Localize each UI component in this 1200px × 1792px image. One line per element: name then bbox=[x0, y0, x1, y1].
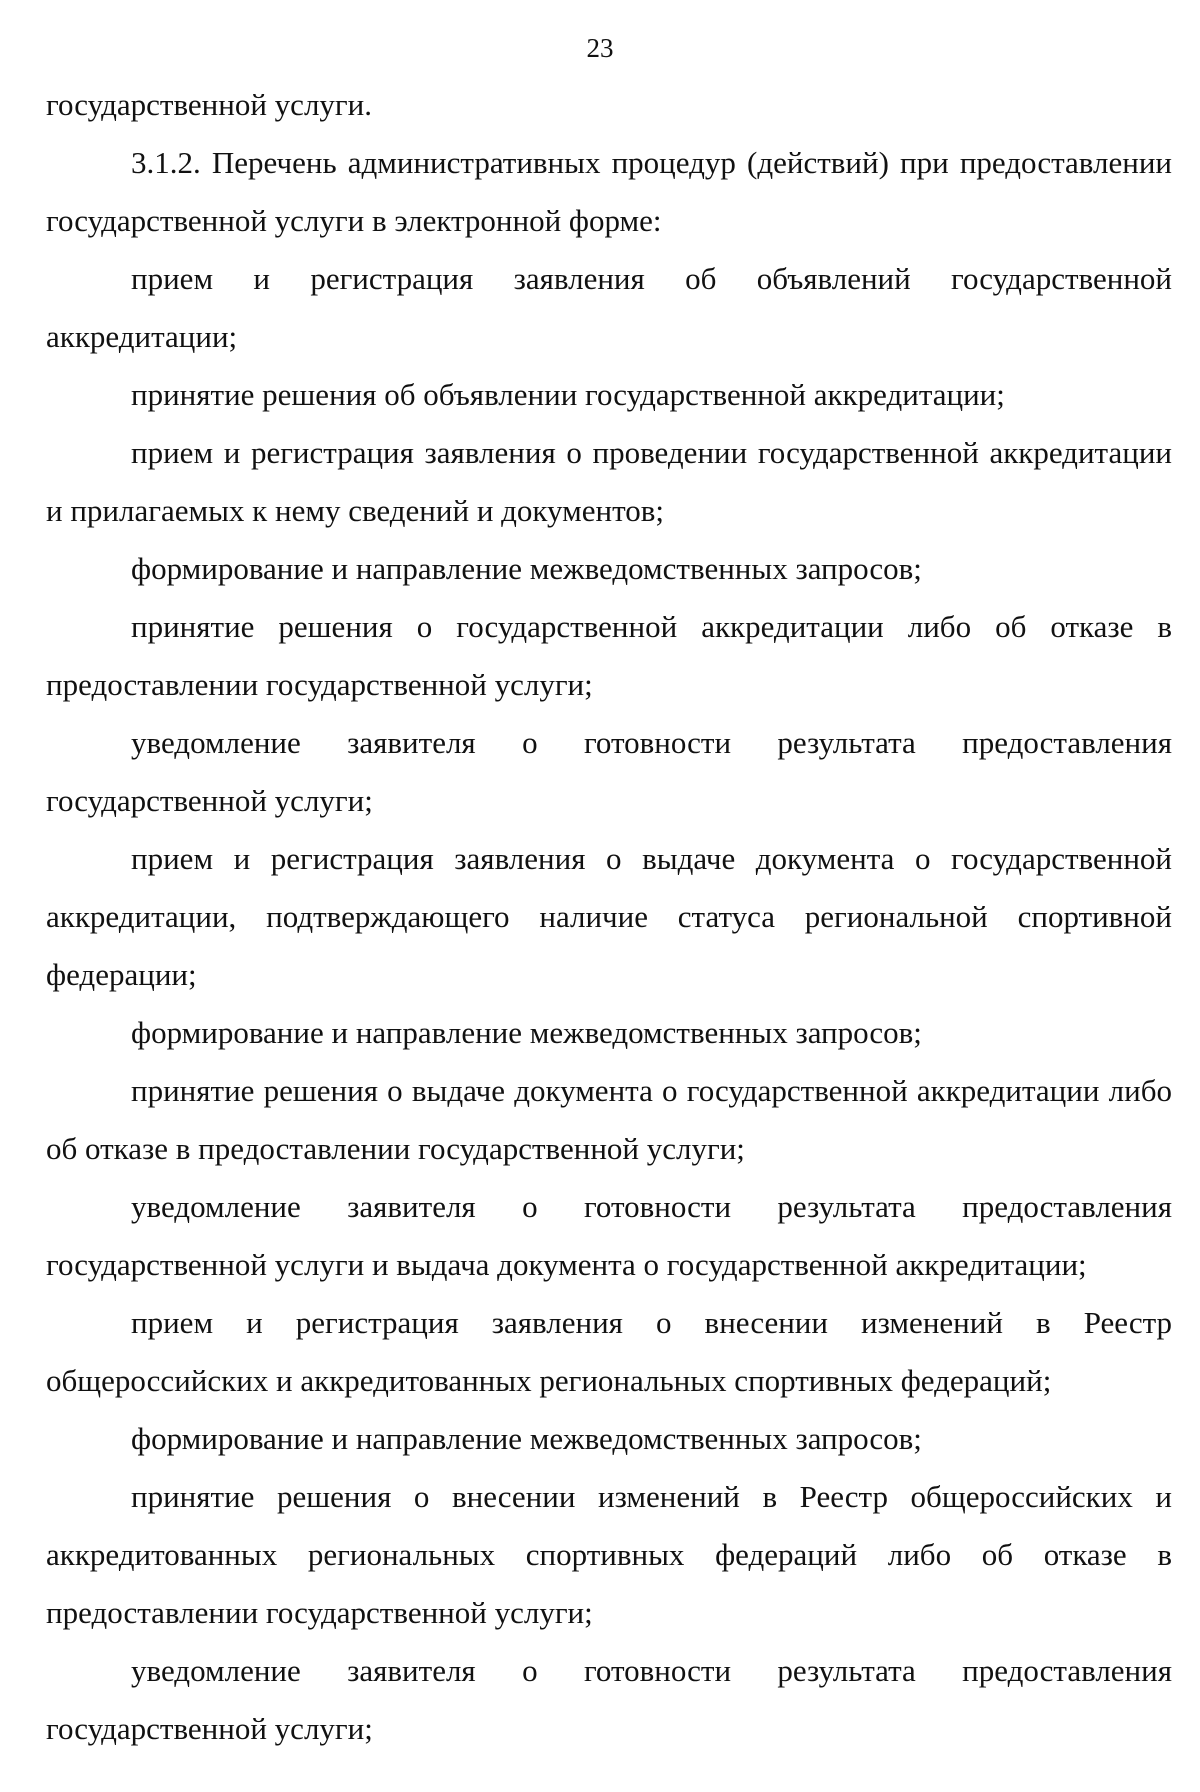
procedure-item: уведомление заявителя о готовности результата предоставления государственной услуги; bbox=[46, 1653, 1172, 1746]
procedure-item: формирование и направление межведомственных запросов; bbox=[131, 551, 922, 586]
paragraph-section-3-1-2: 3.1.2. Перечень административных процедур (действий) при предоставлении государственной услуги в электронной форме: bbox=[46, 145, 1172, 238]
procedure-item: формирование и направление межведомственных запросов; bbox=[131, 1421, 922, 1456]
procedure-item: прием и регистрация заявления о проведении государственной аккредитации и прилагаемых к нему сведений и документов; bbox=[46, 435, 1172, 528]
procedure-item: прием и регистрация заявления о внесении изменений в Реестр общероссийских и аккредитованных региональных спортивных федераций; bbox=[46, 1305, 1172, 1398]
procedure-item: принятие решения об объявлении государственной аккредитации; bbox=[131, 377, 1005, 412]
paragraph-continuation: государственной услуги. bbox=[46, 87, 372, 122]
procedure-item: формирование и направление межведомственных запросов; bbox=[131, 1015, 922, 1050]
procedure-item: принятие решения о внесении изменений в Реестр общероссийских и аккредитованных региональных спортивных федераций либо об отказе в предоставлении государственной услуги; bbox=[46, 1479, 1172, 1630]
procedure-item: уведомление заявителя о готовности результата предоставления государственной услуги; bbox=[46, 725, 1172, 818]
procedure-item: принятие решения о государственной аккредитации либо об отказе в предоставлении государственной услуги; bbox=[46, 609, 1172, 702]
procedure-item: уведомление заявителя о готовности результата предоставления государственной услуги и выдача документа о государственной аккредитации; bbox=[46, 1189, 1172, 1282]
procedure-item: принятие решения о выдаче документа о государственной аккредитации либо об отказе в предоставлении государственной услуги; bbox=[46, 1073, 1172, 1166]
procedure-item: прием и регистрация заявления об объявлений государственной аккредитации; bbox=[46, 261, 1172, 354]
page-number: 23 bbox=[586, 33, 614, 63]
document-body bbox=[46, 76, 1172, 1758]
procedure-item: прием и регистрация заявления о выдаче документа о государственной аккредитации, подтверждающего наличие статуса региональной спортивной федерации; bbox=[46, 841, 1172, 992]
